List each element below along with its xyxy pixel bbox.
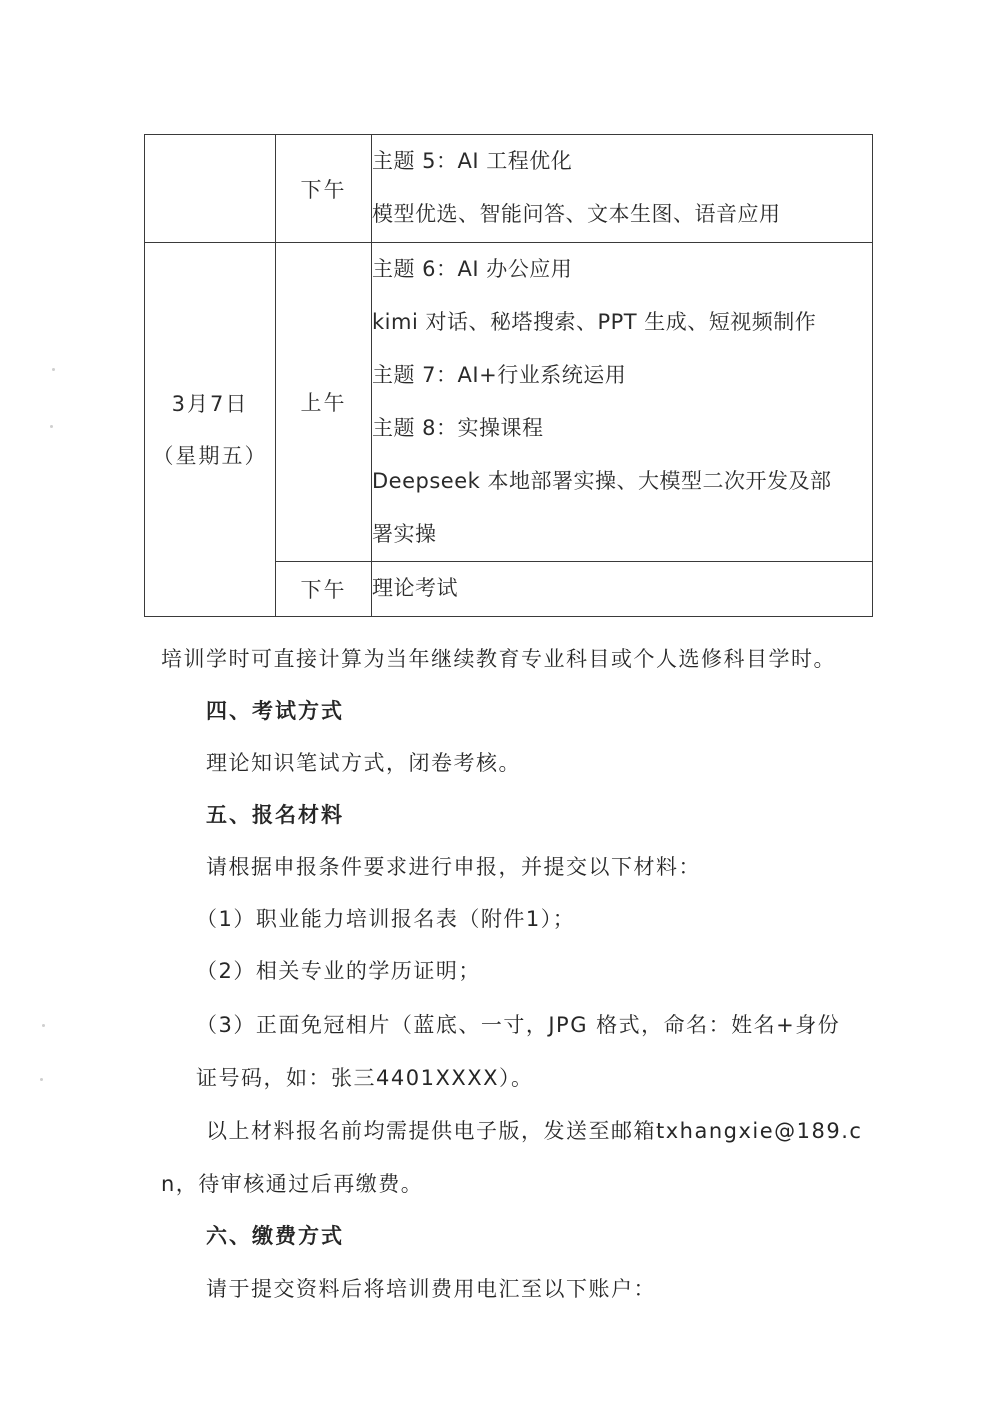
time-cell <box>276 135 372 243</box>
materials-item-3-line-1: （3）正面免冠相片（蓝底、一寸，JPG 格式，命名：姓名+身份 <box>196 1013 841 1037</box>
date-cell-empty <box>145 135 276 243</box>
section-heading-exam: 四、考试方式 <box>206 699 344 723</box>
content-line: 理论考试 <box>372 576 458 600</box>
table-row <box>145 243 873 562</box>
payment-text: 请于提交资料后将培训费用电汇至以下账户： <box>206 1277 656 1301</box>
materials-item-1: （1）职业能力培训报名表（附件1）； <box>196 907 576 931</box>
time-cell <box>276 243 372 562</box>
content-line: 模型优选、智能问答、文本生图、语音应用 <box>372 202 781 226</box>
date-label: 3月7日 <box>171 391 249 416</box>
content-line: Deepseek 本地部署实操、大模型二次开发及部 <box>372 469 832 493</box>
materials-item-3-line-2: 证号码，如：张三4401XXXX）。 <box>196 1066 534 1090</box>
content-cell <box>372 243 873 562</box>
time-label: 下午 <box>300 578 347 602</box>
scan-speck <box>40 1078 43 1081</box>
scan-speck <box>50 425 53 428</box>
scan-speck <box>42 1024 45 1027</box>
schedule-table <box>144 134 873 617</box>
content-line: 署实操 <box>372 522 437 546</box>
content-line: 主题 6：AI 办公应用 <box>372 257 573 281</box>
submit-text-line-2: n，待审核通过后再缴费。 <box>161 1172 424 1196</box>
content-line: 主题 5：AI 工程优化 <box>372 149 573 173</box>
exam-text: 理论知识笔试方式，闭卷考核。 <box>206 751 521 775</box>
weekday-label: （星期五） <box>152 443 268 468</box>
section-heading-payment: 六、缴费方式 <box>206 1224 344 1248</box>
content-cell <box>372 562 873 617</box>
materials-intro: 请根据申报条件要求进行申报，并提交以下材料： <box>206 855 701 879</box>
time-label: 上午 <box>300 391 347 415</box>
scan-speck <box>52 368 55 371</box>
section-heading-materials: 五、报名材料 <box>206 803 344 827</box>
date-cell <box>145 243 276 617</box>
time-label: 下午 <box>300 177 347 202</box>
table-row <box>145 135 873 243</box>
credit-note: 培训学时可直接计算为当年继续教育专业科目或个人选修科目学时。 <box>161 647 836 671</box>
materials-item-2: （2）相关专业的学历证明； <box>196 959 481 983</box>
time-cell <box>276 562 372 617</box>
content-line: kimi 对话、秘塔搜索、PPT 生成、短视频制作 <box>372 310 817 334</box>
content-line: 主题 8：实操课程 <box>372 416 544 440</box>
content-line: 主题 7：AI+行业系统运用 <box>372 363 627 387</box>
content-cell <box>372 135 873 243</box>
submit-text-line-1: 以上材料报名前均需提供电子版，发送至邮箱txhangxie@189.c <box>206 1119 863 1143</box>
